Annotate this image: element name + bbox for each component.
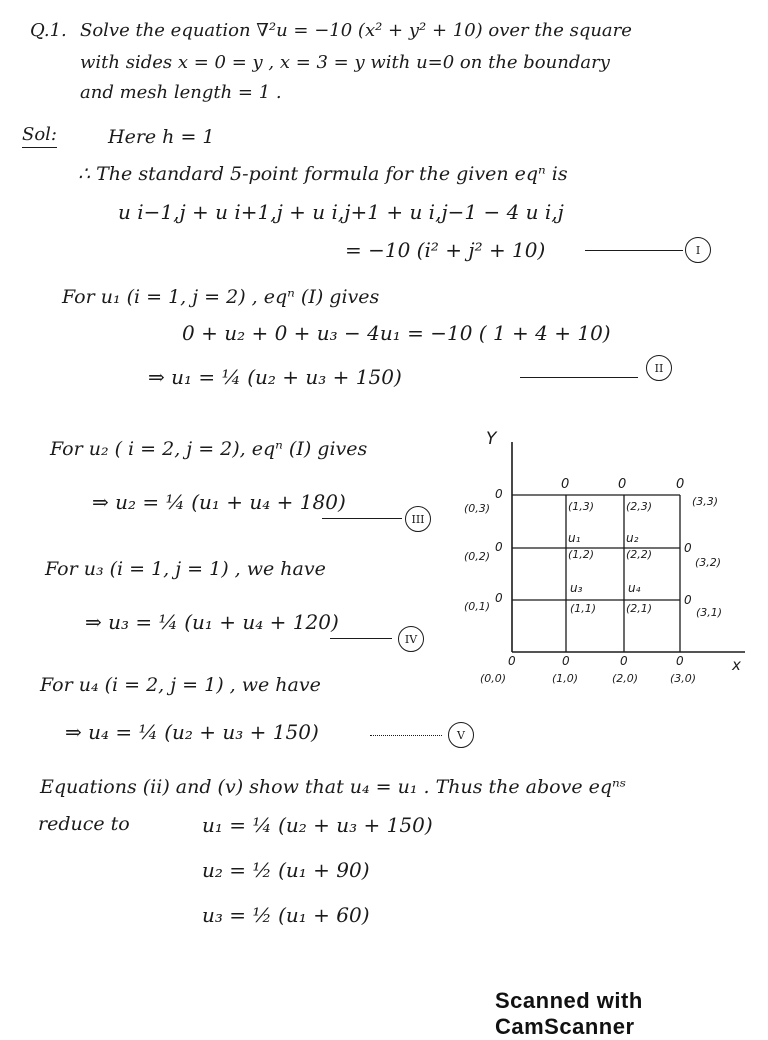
tag-leader-2: [520, 377, 638, 378]
equation-tag-4: IV: [398, 626, 424, 652]
equation-tag-1: I: [685, 237, 711, 263]
boundary-zero: 0: [684, 593, 692, 607]
point-label: (1,1): [570, 602, 597, 615]
x-axis-title: x: [732, 656, 741, 674]
conclusion-line-2: reduce to: [38, 813, 130, 835]
formula-intro: ∴ The standard 5-point formula for the given eqⁿ is: [78, 163, 568, 185]
boundary-zero: 0: [684, 541, 692, 555]
tag-leader-5: [370, 735, 442, 736]
conclusion-line-1: Equations (ii) and (v) show that u₄ = u₁ . Thus the above eqⁿˢ: [40, 776, 627, 798]
reduced-equation-2: u₂ = ½ (u₁ + 90): [202, 858, 370, 882]
point-label: (1,3): [568, 500, 595, 513]
tag-leader-3: [322, 518, 402, 519]
tag-leader-1: [585, 250, 683, 251]
boundary-zero: 0: [676, 477, 685, 492]
interior-u1-label: u₁: [568, 531, 581, 545]
mesh-grid-diagram: [440, 420, 760, 700]
boundary-zero: 0: [620, 654, 628, 668]
formula-rhs: = −10 (i² + j² + 10): [345, 238, 546, 262]
boundary-zero: 0: [508, 654, 516, 668]
point-label: (3,1): [696, 606, 723, 619]
point-label: (0,0): [480, 672, 507, 685]
solution-here: Here h = 1: [108, 126, 215, 148]
y-axis-title: Y: [486, 429, 497, 449]
point-label: (3,3): [692, 495, 719, 508]
u3-result: ⇒ u₃ = ¼ (u₁ + u₄ + 120): [85, 610, 339, 634]
point-label: (2,3): [626, 500, 653, 513]
boundary-zero: 0: [618, 477, 627, 492]
point-label: (2,2): [626, 548, 653, 561]
boundary-zero: 0: [495, 487, 503, 501]
u2-intro: For u₂ ( i = 2, j = 2), eqⁿ (I) gives: [50, 438, 368, 460]
boundary-zero: 0: [562, 654, 570, 668]
u1-intro: For u₁ (i = 1, j = 2) , eqⁿ (I) gives: [62, 286, 380, 308]
interior-u2-label: u₂: [626, 531, 639, 545]
boundary-zero: 0: [561, 477, 570, 492]
boundary-zero: 0: [495, 540, 503, 554]
problem-line-3: and mesh length = 1 .: [80, 82, 282, 103]
u4-result: ⇒ u₄ = ¼ (u₂ + u₃ + 150): [65, 720, 319, 744]
problem-line-1: Solve the equation ∇²u = −10 (x² + y² + 10) over the square: [80, 20, 632, 41]
point-label: (0,2): [464, 550, 491, 563]
scanner-watermark: Scanned with CamScanner: [495, 988, 643, 1039]
boundary-zero: 0: [676, 654, 684, 668]
point-label: (2,0): [612, 672, 639, 685]
equation-tag-5: V: [448, 722, 474, 748]
point-label: (3,0): [670, 672, 697, 685]
point-label: (3,2): [695, 556, 722, 569]
point-label: (0,3): [464, 502, 491, 515]
boundary-zero: 0: [495, 591, 503, 605]
u4-intro: For u₄ (i = 2, j = 1) , we have: [40, 674, 321, 696]
problem-label: Q.1.: [30, 20, 67, 41]
point-label: (2,1): [626, 602, 653, 615]
interior-u4-label: u₄: [628, 581, 641, 595]
equation-tag-3: III: [405, 506, 431, 532]
point-label: (1,0): [552, 672, 579, 685]
equation-tag-2: II: [646, 355, 672, 381]
reduced-equation-3: u₃ = ½ (u₁ + 60): [202, 903, 370, 927]
interior-u3-label: u₃: [570, 581, 583, 595]
reduced-equation-1: u₁ = ¼ (u₂ + u₃ + 150): [202, 813, 433, 837]
point-label: (0,1): [464, 600, 491, 613]
u3-intro: For u₃ (i = 1, j = 1) , we have: [45, 558, 326, 580]
solution-label: Sol:: [22, 126, 57, 148]
u1-equation: 0 + u₂ + 0 + u₃ − 4u₁ = −10 ( 1 + 4 + 10): [182, 321, 611, 345]
formula-lhs: u i−1,j + u i+1,j + u i,j+1 + u i,j−1 − 4 u i,j: [118, 200, 564, 224]
problem-line-2: with sides x = 0 = y , x = 3 = y with u=0 on the boundary: [80, 52, 610, 73]
tag-leader-4: [330, 638, 392, 639]
point-label: (1,2): [568, 548, 595, 561]
u2-result: ⇒ u₂ = ¼ (u₁ + u₄ + 180): [92, 490, 346, 514]
u1-result: ⇒ u₁ = ¼ (u₂ + u₃ + 150): [148, 365, 402, 389]
